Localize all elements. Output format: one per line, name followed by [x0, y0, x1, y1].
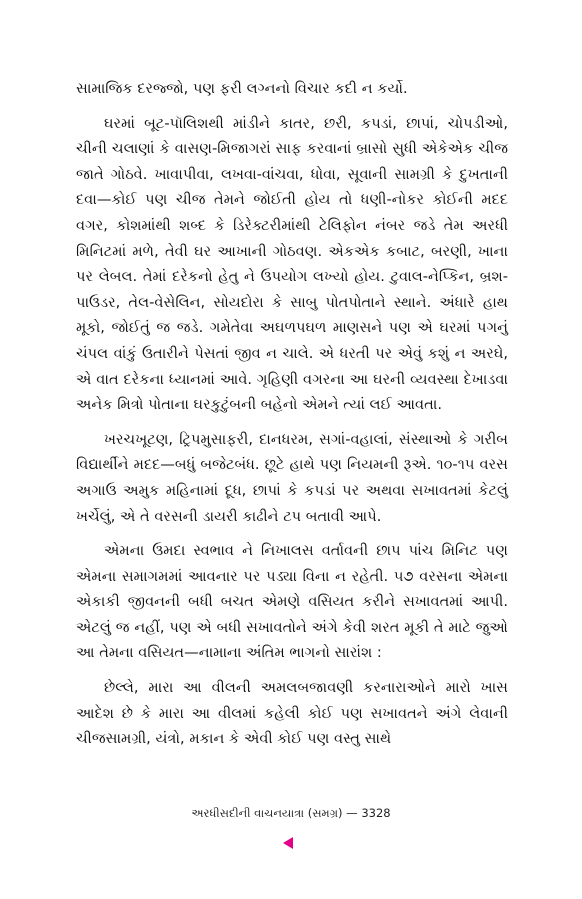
paragraph-budget: ખરચખૂટણ, ટ્રિપમુસાફરી, દાનધરમ, સગાં-વહાલાં, સંસ્થાઓ કે ગરીબ વિદ્યાર્થીને મદદ—બધું બજેટબંધ. છૂટે હાથે પણ નિયમની રૂએ. ૧૦-૧૫ વરસ અગાઉ અમુક મહિનામાં દૂધ, છાપાં કે કપડાં પર અથવા સખાવતમાં કેટલું ખર્ચેલું, એ તે વરસની ડાયરી કાઢીને ટપ બતાવી આપે.	[76, 430, 508, 525]
paragraph-will-summary: છેલ્લે, મારા આ વીલની અમલબજાવણી કરનારાઓને મારો ખાસ આદેશ છે કે મારા આ વીલમાં કહેલી કોઈ પણ સખાવતને અંગે લેવાની ચીજસામગ્રી, યંત્રો, મકાન કે એવી કોઈ પણ વસ્તુ સાથે	[76, 679, 508, 748]
paragraph-household-order: ઘરમાં બૂટ-પૉલિશથી માંડીને કાતર, છરી, કપડાં, છાપાં, ચોપડીઓ, ચીની ચલાણાં કે વાસણ-મિજાગરાં સાફ કરવાનાં બ્રાસો સુધી એકેએક ચીજ જાતે ગોઠવે. ખાવાપીવા, લખવા-વાંચવા, ધોવા, સૂવાની સામગ્રી કે દુખતાની દવા—કોઈ પણ ચીજ તેમને જોઈતી હોય તો ધણી-નોકર કોઈની મદદ વગર, કોશમાંથી શબ્દ કે ડિરેક્ટરીમાંથી ટેલિફોન નંબર જડે તેમ અરધી મિનિટમાં મળે, તેવી ઘર આખાની ગોઠવણ. એકએક કબાટ, બરણી, ખાના પર લેબલ. તેમાં દરેકનો હેતુ ને ઉપયોગ લખ્યો હોય. ટુવાલ-નેપ્કિન, બ્રશ-પાઉડર, તેલ-વેસેલિન, સોયદોરા કે સાબુ પોતપોતાને સ્થાને. અંધારે હાથ મૂકો, જોઈતું જ જડે. ગમેતેવા અઘળપઘળ માણસને પણ એ ઘરમાં પગનું ચંપલ વાંકું ઉતારીને પેસતાં જીવ ન ચાલે. એ ધરતી પર એવું કશું ન અરઘે, એ વાત દરેકના ધ્યાનમાં આવે. ગૃહિણી વગરના આ ઘરની વ્યવસ્થા દેખાડવા અનેક મિત્રો પોતાના ઘરકુટુંબની બહેનો એમને ત્યાં લઈ આવતા.	[76, 114, 508, 414]
page-footer: અરધીસદીની વાચનયાત્રા (સમગ્ર) — 3328	[191, 806, 391, 820]
body-text	[76, 76, 508, 752]
triangle-left-icon[interactable]	[283, 837, 293, 849]
paragraph-will: એમના ઉમદા સ્વભાવ ને નિખાલસ વર્તાવની છાપ પાંચ મિનિટ પણ એમના સમાગમમાં આવનાર પર પડ્યા વિના ન રહેતી. ૫૭ વરસના એમના એકાકી જીવનની બધી બચત એમણે વસિયત કરીને સખાવતમાં આપી. એટલું જ નહીં, પણ એ બધી સખાવતોને અંગે કેવી શરત મૂકી તે માટે જુઓ આ તેમના વસિયત—નામાના અંતિમ ભાગનો સારાંશ :	[76, 542, 508, 662]
paragraph-continuation: સામાજિક દરજ્જો, પણ ફરી લગ્નનો વિચાર કદી ન કર્યો.	[76, 80, 408, 97]
